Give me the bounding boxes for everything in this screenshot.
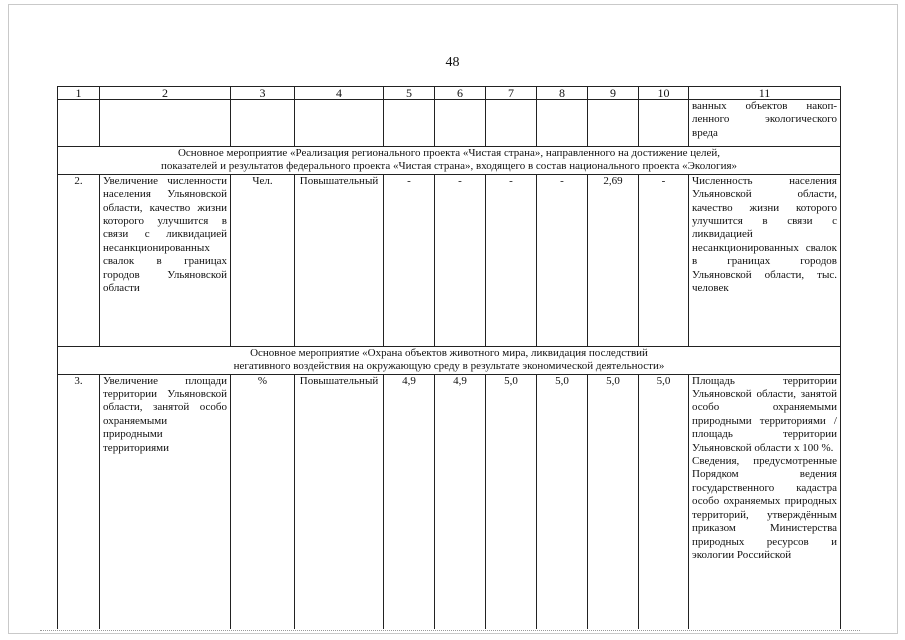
header-cell: 8 [537, 87, 588, 100]
section-row [58, 346, 841, 374]
value-cell: - [384, 174, 435, 346]
table-row-continued [58, 100, 841, 147]
value-cell: - [639, 174, 689, 346]
row-number: 2. [58, 174, 100, 346]
method-cell: Численность населения Ульяновской области, качество жизни которого улучшится в связи с ликвидацией несанкционированных свалок в границах городов Ульяновской области, тыс. человек [689, 174, 841, 346]
type-cell: Повышательный [295, 374, 384, 629]
section-line: Основное мероприятие «Реализация регионального проекта «Чистая страна», направленного на достижение целей, [177, 147, 720, 159]
header-cell: 2 [100, 87, 231, 100]
value-cell: 4,9 [384, 374, 435, 629]
method-paragraph: Площадь территории Ульяновской области, занятой особо охраняемыми природными территориями / площадь территории Ульяновской области х 100 %. [692, 374, 837, 454]
value-cell: - [537, 174, 588, 346]
method-cell [689, 374, 841, 629]
method-paragraph: Сведения, предусмотренные Порядком ведения государственного кадастра особо охраняемых природных территорий, утверждённым приказом Министерства природных ресурсов и экологии Российской [692, 455, 837, 561]
value-cell: 5,0 [537, 374, 588, 629]
text-line: вреда [692, 126, 718, 139]
header-cell: 1 [58, 87, 100, 100]
indicator-name: Увеличение численности населения Ульяновской области, качество жизни которого улучшится в связи с ликвидацией несанкционированных свалок в границах городов Ульяновской области [100, 174, 231, 346]
row-number: 3. [58, 374, 100, 629]
section-line: негативного воздействия на окружающую среду в результате экономической деятельности» [233, 360, 665, 373]
scan-edge-line [40, 630, 860, 632]
unit-cell: Чел. [231, 174, 295, 346]
header-cell: 7 [486, 87, 537, 100]
value-cell: 5,0 [588, 374, 639, 629]
method-cell-continued [689, 100, 841, 147]
table-row [58, 374, 841, 629]
header-cell: 3 [231, 87, 295, 100]
header-cell: 4 [295, 87, 384, 100]
type-cell: Повышательный [295, 174, 384, 346]
section-line: показателей и результатов федерального проекта «Чистая страна», входящего в состав национального проекта «Экология» [160, 160, 738, 173]
value-cell: 5,0 [486, 374, 537, 629]
section-heading [58, 346, 841, 374]
value-cell: 4,9 [435, 374, 486, 629]
indicators-table [57, 86, 841, 629]
unit-cell: % [231, 374, 295, 629]
header-cell: 6 [435, 87, 486, 100]
value-cell: 5,0 [639, 374, 689, 629]
section-line: Основное мероприятие «Охрана объектов животного мира, ликвидация последствий [250, 346, 648, 359]
page-number: 48 [445, 55, 460, 70]
section-heading [58, 147, 841, 175]
value-cell: - [486, 174, 537, 346]
table-row [58, 174, 841, 346]
indicator-name: Увеличение площади территории Ульяновской области, занятой особо охраняемыми природными территориями [100, 374, 231, 629]
value-cell: 2,69 [588, 174, 639, 346]
header-cell: 11 [689, 87, 841, 100]
text-line: ванных объектов накоп- [692, 100, 837, 112]
text-line: ленного экологического [692, 113, 837, 126]
section-row [58, 147, 841, 175]
value-cell: - [435, 174, 486, 346]
header-cell: 5 [384, 87, 435, 100]
header-cell: 10 [639, 87, 689, 100]
header-cell: 9 [588, 87, 639, 100]
table-header-row [58, 87, 841, 100]
